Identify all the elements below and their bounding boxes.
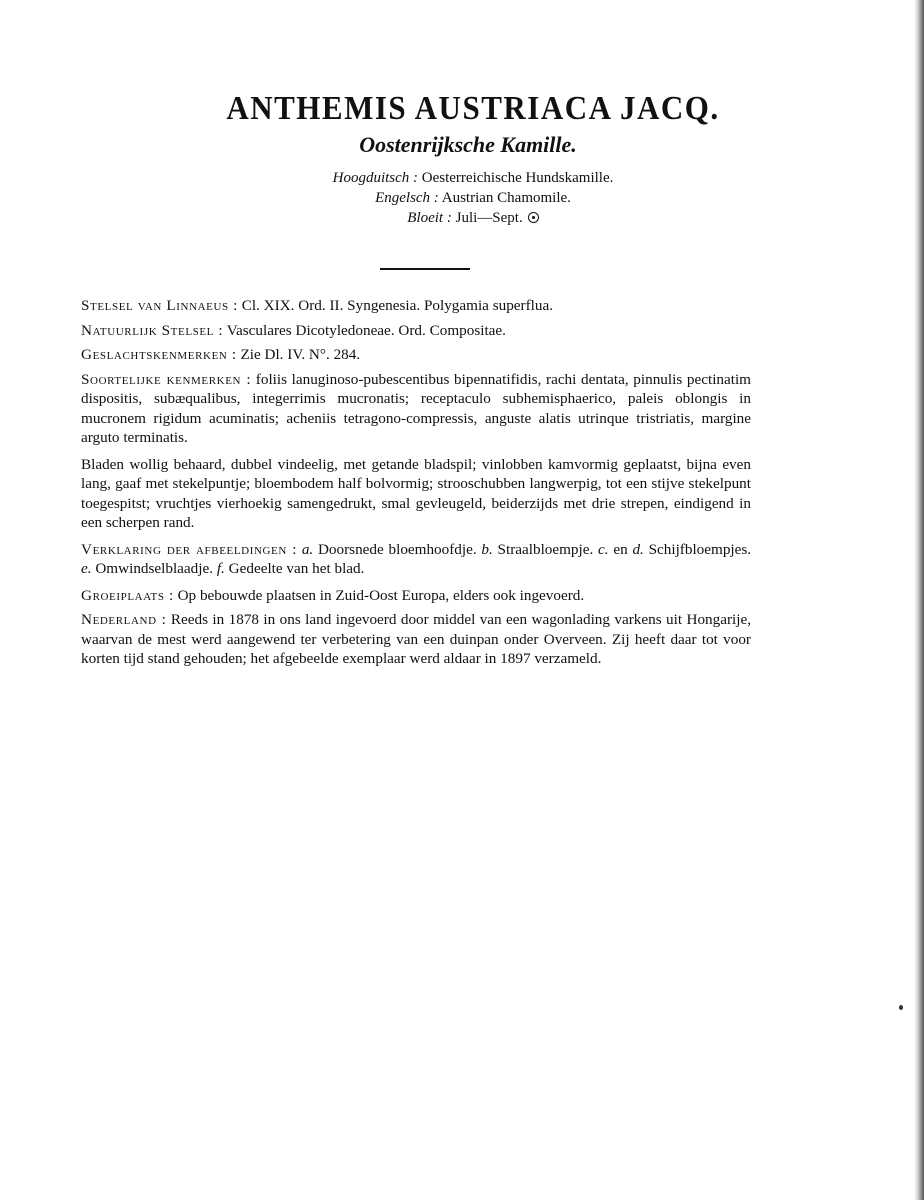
habitat-section bbox=[81, 586, 751, 606]
genus-text: Zie Dl. IV. N°. 284. bbox=[240, 346, 361, 363]
figure-text-f: Gedeelte van het blad. bbox=[228, 560, 365, 577]
header bbox=[0, 88, 924, 228]
dutch-description bbox=[81, 455, 751, 533]
linnaeus-section bbox=[81, 296, 751, 316]
figure-key-a: a. bbox=[301, 540, 314, 558]
figure-legend-section bbox=[81, 540, 751, 579]
german-name-line bbox=[0, 168, 924, 188]
figure-key-e: e. bbox=[81, 560, 92, 577]
title-divider bbox=[380, 268, 470, 270]
german-name: Oesterreichische Hundskamille. bbox=[421, 170, 614, 186]
flowering-label: Bloeit : bbox=[407, 210, 452, 226]
figure-key-c: c. bbox=[598, 540, 609, 558]
natural-system-section bbox=[81, 321, 751, 341]
english-name-line bbox=[0, 188, 924, 208]
paper-speck bbox=[899, 1005, 903, 1010]
german-label: Hoogduitsch : bbox=[332, 170, 419, 186]
species-section bbox=[81, 370, 751, 448]
flowering-period: Juli—Sept. bbox=[455, 210, 523, 226]
dutch-description-text: Bladen wollig behaard, dubbel vindeelig, met getande bladspil; vinlobben kamvormig geplaatst, bijna even lang, gaaf met stekelpuntje; bloembodem half bolvormig; strooschubben langwerpig, tot een stijve stekelpunt toegespitst; vruchtjes vierhoekig samengedrukt, smal gevleugeld, beiderzijds met drie strepen, eindigend in een scherpen rand. bbox=[81, 455, 751, 531]
habitat-label: Groeiplaats : bbox=[81, 586, 174, 604]
figure-text-e: Omwindselblaadje. bbox=[95, 560, 214, 577]
figure-key-d: d. bbox=[632, 540, 644, 558]
figure-text-b: Straalbloempje. bbox=[497, 540, 594, 558]
figure-legend-label: Verklaring der afbeeldingen : bbox=[81, 540, 298, 558]
netherlands-section bbox=[81, 610, 751, 669]
linnaeus-text: Cl. XIX. Ord. II. Syngenesia. Polygamia superflua. bbox=[241, 297, 554, 314]
natural-system-label: Natuurlijk Stelsel : bbox=[81, 321, 224, 339]
figure-text-d: Schijfbloempjes. bbox=[648, 540, 752, 558]
dutch-name: Oostenrijksche Kamille. bbox=[359, 132, 577, 157]
habitat-text: Op bebouwde plaatsen in Zuid-Oost Europa, elders ook ingevoerd. bbox=[177, 586, 585, 604]
genus-section bbox=[81, 345, 751, 365]
english-name: Austrian Chamomile. bbox=[441, 190, 571, 206]
english-label: Engelsch : bbox=[375, 190, 439, 206]
flowering-line bbox=[0, 208, 924, 228]
annual-plant-icon bbox=[528, 212, 539, 223]
figure-key-f: f. bbox=[216, 560, 225, 577]
figure-key-b: b. bbox=[481, 540, 493, 558]
figure-text-a: Doorsnede bloemhoofdje. bbox=[317, 540, 477, 558]
netherlands-text: Reeds in 1878 in ons land ingevoerd door middel van een wagonlading varkens uit Hongarije, waarvan de mest werd aangewend ter verbetering van een duinpan onder Overveen. Zij heeft daar tot voor korten tijd stand gehouden; het afgebeelde exemplaar werd aldaar in 1897 verzameld. bbox=[81, 611, 752, 667]
description-body bbox=[81, 296, 751, 676]
page-title: ANTHEMIS AUSTRIACA JACQ. bbox=[226, 88, 720, 127]
natural-system-text: Vasculares Dicotyledoneae. Ord. Compositae. bbox=[226, 321, 506, 339]
species-label: Soortelijke kenmerken : bbox=[81, 370, 252, 388]
figure-text-c: en bbox=[613, 540, 628, 558]
linnaeus-label: Stelsel van Linnaeus : bbox=[81, 297, 238, 314]
netherlands-label: Nederland : bbox=[81, 611, 167, 628]
species-text: foliis lanuginoso-pubescentibus bipennatifidis, rachi dentata, pinnulis pectinatim dispositis, subæqualibus, integerrimis mucronatis; receptaculo subhemisphaerico, paleis oblongis in mucronem rigidum acuminatis; acheniis tetragono-compressis, anguste alatis utrinque tristriatis, margine arguto terminatis. bbox=[81, 370, 751, 446]
genus-label: Geslachtskenmerken : bbox=[81, 346, 237, 363]
